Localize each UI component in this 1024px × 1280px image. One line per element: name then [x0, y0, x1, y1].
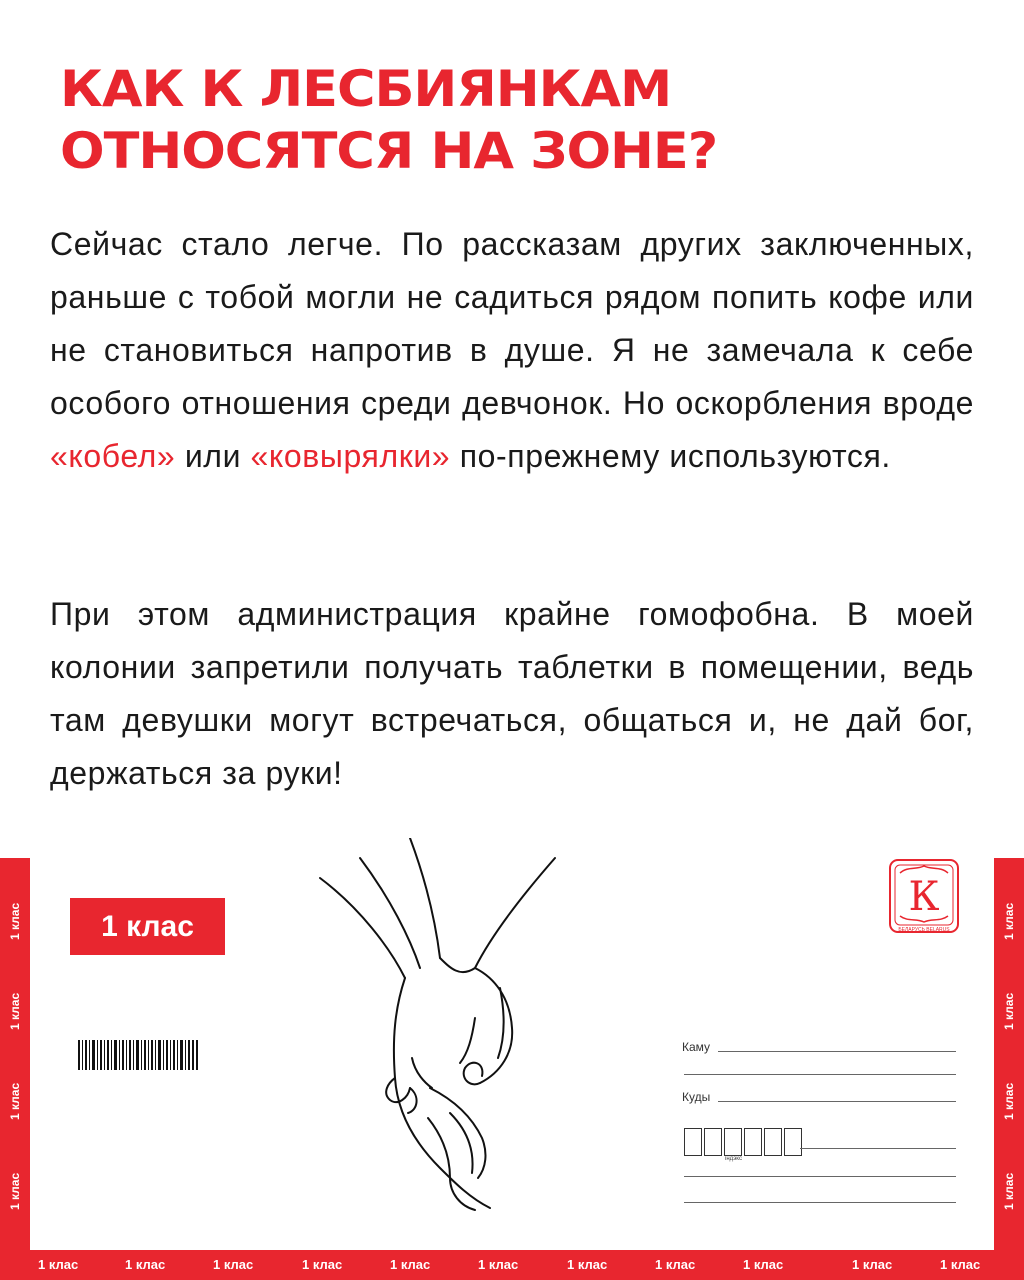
- strip-label: 1 клас: [390, 1257, 431, 1272]
- strip-label: 1 клас: [743, 1257, 784, 1272]
- paragraph-1-text-after: по-прежнему используются.: [450, 438, 891, 474]
- stamp-letter: К: [908, 874, 940, 920]
- address-line: [684, 1074, 956, 1075]
- address-line: [684, 1202, 956, 1203]
- strip-label: 1 клас: [8, 902, 22, 940]
- strip-label: 1 клас: [567, 1257, 608, 1272]
- where-label: Куды: [682, 1090, 711, 1104]
- strip-label: 1 клас: [38, 1257, 79, 1272]
- strip-label: 1 клас: [302, 1257, 343, 1272]
- holding-hands-icon: [300, 838, 580, 1218]
- zip-caption: індэкс: [725, 1156, 742, 1162]
- highlight-kovyryalki: «ковырялки»: [250, 438, 451, 474]
- strip-label: 1 клас: [8, 1082, 22, 1120]
- paragraph-1: [50, 218, 974, 483]
- address-line: [684, 1176, 956, 1177]
- strip-label: 1 клас: [852, 1257, 893, 1272]
- barcode-icon: [78, 1040, 198, 1070]
- page-title: [60, 58, 1005, 182]
- strip-label: 1 клас: [1002, 1082, 1016, 1120]
- envelope-right-strip: [994, 858, 1024, 1280]
- strip-label: 1 клас: [655, 1257, 696, 1272]
- strip-label: 1 клас: [8, 992, 22, 1030]
- strip-label: 1 клас: [1002, 902, 1016, 940]
- paragraph-1-text-middle: или: [175, 438, 251, 474]
- envelope-bottom-strip: [0, 1250, 1024, 1280]
- post-stamp-icon: [888, 858, 960, 938]
- highlight-kobel: «кобел»: [50, 438, 176, 474]
- strip-label: 1 клас: [213, 1257, 254, 1272]
- address-line: [718, 1101, 956, 1102]
- strip-label: 1 клас: [1002, 992, 1016, 1030]
- title-line-2: ОТНОСЯТСЯ НА ЗОНЕ?: [60, 122, 718, 180]
- address-line: [800, 1148, 956, 1149]
- strip-label: 1 клас: [125, 1257, 166, 1272]
- address-line: [718, 1051, 956, 1052]
- strip-label: 1 клас: [940, 1257, 981, 1272]
- zip-code-boxes: [684, 1128, 804, 1156]
- strip-label: 1 клас: [478, 1257, 519, 1272]
- strip-label: 1 клас: [1002, 1172, 1016, 1210]
- title-line-1: КАК К ЛЕСБИЯНКАМ: [60, 60, 672, 118]
- to-label: Каму: [682, 1040, 711, 1054]
- envelope-left-strip: [0, 858, 30, 1280]
- envelope: [0, 858, 1024, 1280]
- paragraph-1-text-before: Сейчас стало легче. По рассказам других заключенных, раньше с тобой могли не садиться рядом попить кофе или не становиться напротив в душе. Я не замечала к себе особого отношения среди девчонок. Но оскорбления вроде: [50, 226, 974, 421]
- paragraph-2: При этом администрация крайне гомофобна. В моей колонии запретили получать таблетки в помещении, ведь там девушки могут встречаться, общаться и, не дай бог, держаться за руки!: [50, 596, 974, 791]
- strip-label: 1 клас: [8, 1172, 22, 1210]
- stamp-caption: БЕЛАРУСЬ BELARUS: [898, 927, 950, 933]
- class-badge: 1 клас: [70, 898, 225, 955]
